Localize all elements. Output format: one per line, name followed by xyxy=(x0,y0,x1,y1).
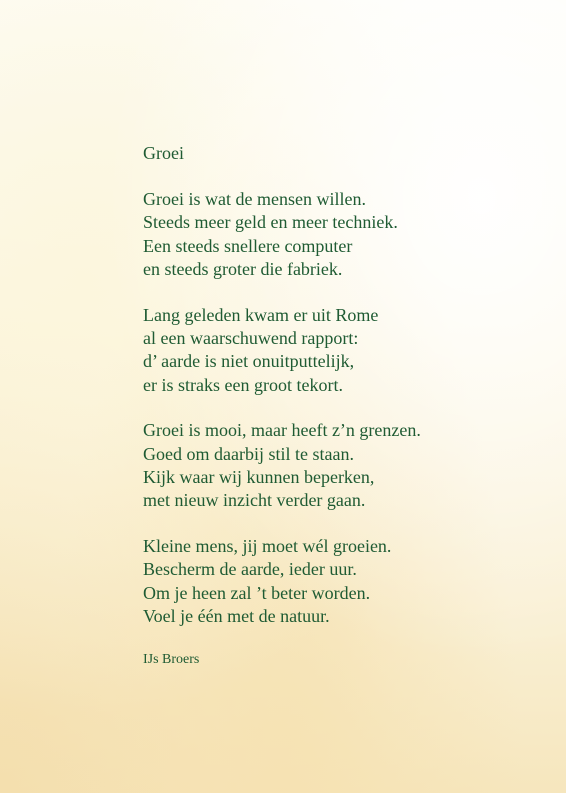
stanza-2 xyxy=(143,304,543,398)
poem-line: met nieuw inzicht verder gaan. xyxy=(143,490,366,511)
poem-line: er is straks een groot tekort. xyxy=(143,374,343,395)
poem-title: Groei xyxy=(143,143,184,163)
poem-line: Kleine mens, jij moet wél groeien. xyxy=(143,535,392,556)
stanza-3 xyxy=(143,419,543,513)
poem-line: Goed om daarbij stil te staan. xyxy=(143,443,354,464)
poem-line: Lang geleden kwam er uit Rome xyxy=(143,304,379,325)
poem-line: en steeds groter die fabriek. xyxy=(143,259,343,280)
poem-line: Een steeds snellere computer xyxy=(143,235,353,256)
poem-line: al een waarschuwend rapport: xyxy=(143,328,359,349)
poem-author: IJs Broers xyxy=(143,651,200,667)
poem-line: Bescherm de aarde, ieder uur. xyxy=(143,559,357,580)
poem-line: Kijk waar wij kunnen beperken, xyxy=(143,467,375,488)
poem-line: Groei is mooi, maar heeft z’n grenzen. xyxy=(143,420,421,441)
poem-line: Om je heen zal ’t beter worden. xyxy=(143,582,371,603)
poem-line: d’ aarde is niet onuitputtelijk, xyxy=(143,351,355,372)
poem xyxy=(143,141,543,669)
stanza-4 xyxy=(143,535,543,629)
poem-line: Steeds meer geld en meer techniek. xyxy=(143,212,398,233)
poem-line: Voel je één met de natuur. xyxy=(143,606,330,627)
poem-line: Groei is wat de mensen willen. xyxy=(143,189,366,209)
stanza-1 xyxy=(143,188,543,282)
